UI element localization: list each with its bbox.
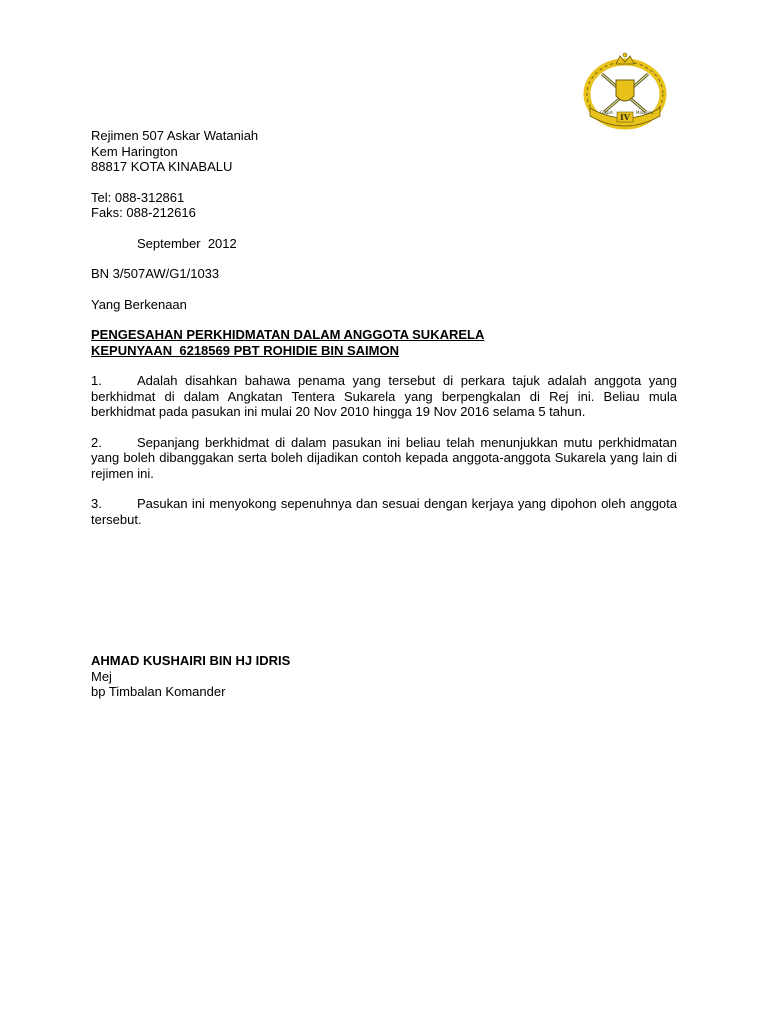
signatory-name: AHMAD KUSHAIRI BIN HJ IDRIS — [91, 653, 291, 668]
paragraph-1 — [91, 373, 677, 420]
sender-city: 88817 KOTA KINABALU — [91, 159, 233, 174]
regiment-crest-icon — [580, 50, 670, 130]
paragraph-number: 3. — [91, 496, 102, 511]
paragraph-3 — [91, 496, 677, 527]
paragraph-text: Sepanjang berkhidmat di dalam pasukan ini beliau telah menunjukkan mutu perkhidmatan yang boleh dibanggakan serta boleh dijadikan contoh kepada anggota-anggota Sukarela yang lain di rejimen ini. — [91, 434, 677, 481]
salutation: Yang Berkenaan — [91, 296, 187, 312]
paragraph-text: Pasukan ini menyokong sepenuhnya dan sesuai dengan kerjaya yang dipohon oleh anggota tersebut. — [91, 496, 677, 527]
signatory-rank: Mej — [91, 668, 112, 684]
subject-line-1: PENGESAHAN PERKHIDMATAN DALAM ANGGOTA SUKARELA — [91, 327, 485, 342]
sender-tel: Tel: 088-312861 — [91, 189, 185, 205]
paragraph-number: 1. — [91, 373, 102, 388]
signatory-position: bp Timbalan Komander — [91, 684, 226, 699]
crest-graphic — [580, 50, 670, 130]
paragraph-text: Adalah disahkan bahawa penama yang tersebut di perkara tajuk adalah anggota yang berkhidmat di dalam Angkatan Tentera Sukarela yang berpengkalan di Rej ini. Beliau mula berkhidmat pada pasukan ini mulai 20 Nov 2010 hingga 19 Nov 2016 selama 5 tahun. — [91, 373, 677, 419]
letter-date: September 2012 — [137, 235, 237, 251]
crest-numeral: IV — [620, 112, 630, 122]
crest-motto-left: Gagah — [600, 110, 614, 115]
letter-body — [91, 128, 677, 527]
reference-number: BN 3/507AW/G1/1033 — [91, 266, 220, 281]
paragraph-number: 2. — [91, 434, 102, 450]
sender-fax: Faks: 088-212616 — [91, 205, 196, 220]
signature-block — [91, 653, 290, 700]
paragraph-2 — [91, 435, 677, 482]
crest-motto-right: Malaysia — [636, 110, 654, 115]
subject-line-2: KEPUNYAAN 6218569 PBT ROHIDIE BIN SAIMON — [91, 342, 399, 358]
sender-camp: Kem Harington — [91, 143, 178, 159]
sender-unit: Rejimen 507 Askar Wataniah — [91, 128, 259, 143]
